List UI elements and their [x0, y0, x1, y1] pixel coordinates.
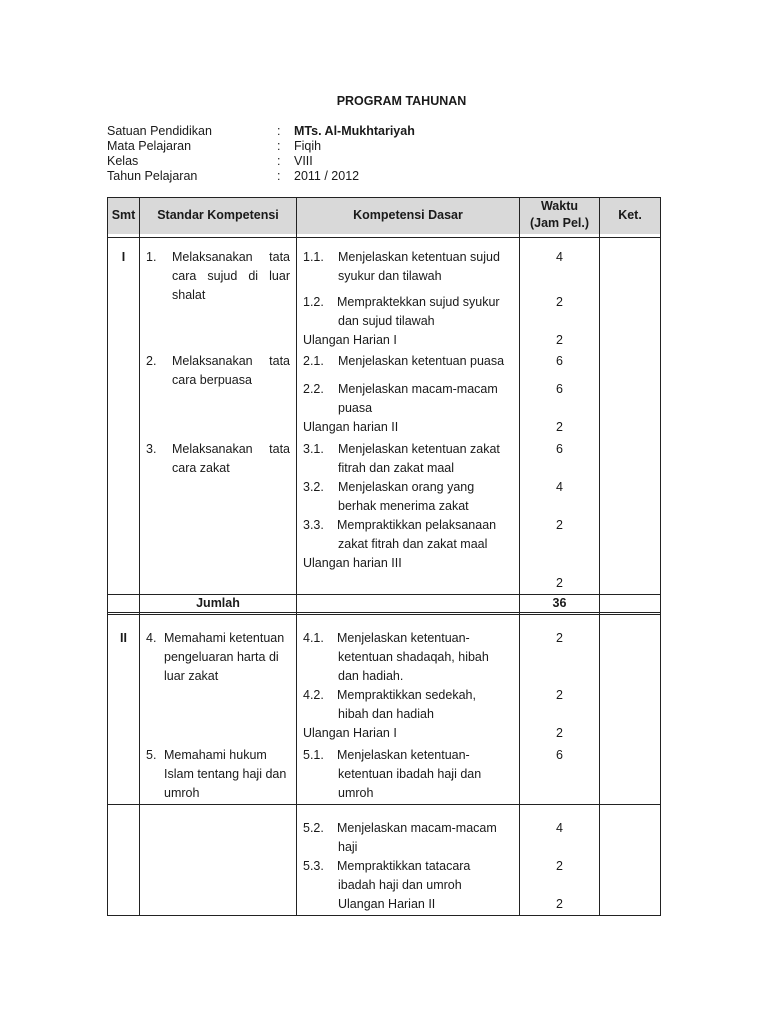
kd-text: Menjelaskan macam-macam — [338, 382, 498, 396]
waktu-value: 6 — [556, 354, 563, 368]
header-waktu: Waktu — [540, 199, 579, 213]
kd-number: 5.1. — [303, 748, 324, 762]
header-ket: Ket. — [618, 208, 642, 222]
sk-text: cara berpuasa — [172, 373, 252, 387]
info-colon: : — [277, 124, 281, 138]
col-divider — [296, 198, 297, 915]
program-table — [107, 197, 661, 916]
col-divider — [139, 198, 140, 915]
waktu-value: 4 — [556, 250, 563, 264]
sk-text: umroh — [164, 786, 200, 800]
waktu-value: 2 — [556, 518, 563, 532]
waktu-value: 6 — [556, 382, 563, 396]
header-smt: Smt — [111, 208, 136, 222]
sk-text: Memahami ketentuan — [164, 631, 285, 645]
info-label-kelas: Kelas — [107, 154, 139, 168]
sk-number: 3. — [146, 442, 157, 456]
waktu-value: 2 — [556, 688, 563, 702]
info-colon: : — [277, 154, 281, 168]
info-colon: : — [277, 169, 281, 183]
kd-text: Menjelaskan ketentuan sujud — [338, 250, 500, 264]
kd-text: haji — [338, 840, 358, 854]
kd-text: ketentuan shadaqah, hibah — [338, 650, 489, 664]
waktu-value: 2 — [556, 726, 563, 740]
kd-text: umroh — [338, 786, 374, 800]
sk-text: Melaksanakan tata — [172, 354, 290, 368]
info-value-tahun: 2011 / 2012 — [294, 169, 360, 183]
waktu-value: 6 — [556, 748, 563, 762]
sk-text: Islam tentang haji dan — [164, 767, 287, 781]
kd-text: fitrah dan zakat maal — [338, 461, 455, 475]
kd-text: Menjelaskan ketentuan puasa — [338, 354, 505, 368]
info-label-tahun: Tahun Pelajaran — [107, 169, 198, 183]
sk-text: shalat — [172, 288, 206, 302]
info-value-kelas: VIII — [294, 154, 313, 168]
kd-ulangan: Ulangan harian II — [303, 420, 399, 434]
sk-text: pengeluaran harta di — [164, 650, 279, 664]
kd-text: dan hadiah. — [338, 669, 404, 683]
kd-text: ibadah haji dan umroh — [338, 878, 462, 892]
sk-text: cara sujud di luar — [172, 269, 290, 283]
waktu-value: 2 — [556, 897, 563, 911]
waktu-value: 2 — [556, 420, 563, 434]
waktu-value: 2 — [556, 576, 563, 590]
sk-text: luar zakat — [164, 669, 219, 683]
kd-ulangan: Ulangan Harian II — [338, 897, 436, 911]
kd-text: Mempraktikkan pelaksanaan — [337, 518, 497, 532]
sk-number: 1. — [146, 250, 157, 264]
document-title: PROGRAM TAHUNAN — [336, 94, 467, 108]
page-break-border — [108, 804, 660, 805]
sk-number: 5. — [146, 748, 157, 762]
info-value-mapel: Fiqih — [294, 139, 322, 153]
kd-number: 1.2. — [303, 295, 324, 309]
waktu-value: 2 — [556, 295, 563, 309]
waktu-value: 4 — [556, 821, 563, 835]
kd-text: syukur dan tilawah — [338, 269, 442, 283]
kd-number: 2.2. — [303, 382, 324, 396]
semester-label: I — [121, 250, 126, 264]
sk-text: Melaksanakan tata — [172, 442, 290, 456]
info-label-mapel: Mata Pelajaran — [107, 139, 192, 153]
kd-number: 3.3. — [303, 518, 324, 532]
semester-label: II — [120, 631, 127, 645]
kd-number: 3.2. — [303, 480, 324, 494]
kd-text: hibah dan hadiah — [338, 707, 434, 721]
col-divider — [599, 198, 600, 915]
waktu-value: 2 — [556, 333, 563, 347]
kd-number: 5.2. — [303, 821, 324, 835]
sk-text: Melaksanakan tata — [172, 250, 290, 264]
kd-text: dan sujud tilawah — [338, 314, 435, 328]
kd-text: Menjelaskan ketentuan- — [337, 748, 470, 762]
kd-text: berhak menerima zakat — [338, 499, 469, 513]
kd-number: 4.2. — [303, 688, 324, 702]
table-row-border — [108, 614, 660, 615]
info-colon: : — [277, 139, 281, 153]
kd-text: Mempraktikkan sedekah, — [337, 688, 476, 702]
header-kompetensi-dasar: Kompetensi Dasar — [353, 208, 463, 222]
info-label-satuan: Satuan Pendidikan — [107, 124, 212, 138]
kd-ulangan: Ulangan Harian I — [303, 333, 397, 347]
kd-text: Menjelaskan ketentuan- — [337, 631, 470, 645]
header-waktu-unit: (Jam Pel.) — [529, 216, 590, 230]
kd-number: 1.1. — [303, 250, 324, 264]
table-row-border — [108, 237, 660, 238]
sk-text: cara zakat — [172, 461, 230, 475]
kd-text: Mempraktekkan sujud syukur — [337, 295, 500, 309]
kd-number: 2.1. — [303, 354, 324, 368]
jumlah-value: 36 — [552, 596, 567, 610]
kd-text: Menjelaskan ketentuan zakat — [338, 442, 500, 456]
kd-text: ketentuan ibadah haji dan — [338, 767, 482, 781]
waktu-value: 2 — [556, 631, 563, 645]
kd-number: 5.3. — [303, 859, 324, 873]
jumlah-label: Jumlah — [196, 596, 240, 610]
kd-text: Menjelaskan macam-macam — [337, 821, 497, 835]
kd-text: Menjelaskan orang yang — [338, 480, 475, 494]
sk-text: Memahami hukum — [164, 748, 267, 762]
info-value-satuan: MTs. Al-Mukhtariyah — [294, 124, 415, 138]
kd-number: 3.1. — [303, 442, 324, 456]
kd-ulangan: Ulangan Harian I — [303, 726, 397, 740]
header-standar-kompetensi: Standar Kompetensi — [157, 208, 279, 222]
sk-number: 2. — [146, 354, 157, 368]
kd-text: puasa — [338, 401, 373, 415]
kd-number: 4.1. — [303, 631, 324, 645]
kd-ulangan: Ulangan harian III — [303, 556, 402, 570]
waktu-value: 4 — [556, 480, 563, 494]
waktu-value: 2 — [556, 859, 563, 873]
kd-text: Mempraktikkan tatacara — [337, 859, 471, 873]
sk-number: 4. — [146, 631, 157, 645]
kd-text: zakat fitrah dan zakat maal — [338, 537, 488, 551]
waktu-value: 6 — [556, 442, 563, 456]
